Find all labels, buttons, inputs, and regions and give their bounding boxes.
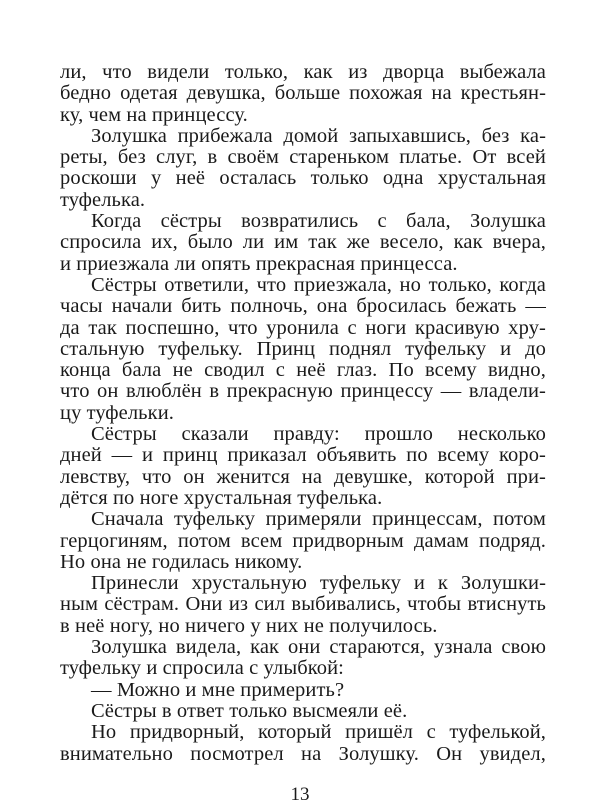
text-line: ным сёстрам. Они из сил выбивались, чтобы втиснуть <box>60 593 546 616</box>
text-line: — Можно и мне примерить? <box>91 678 345 701</box>
text-line: стальную туфельку. Принц поднял туфельку и до <box>60 337 546 360</box>
text-line: Когда сёстры возвратились с бала, Золушка <box>91 210 546 233</box>
text-line: часы начали бить полночь, она бросилась бежать — <box>60 295 546 318</box>
text-line: Сёстры в ответ только высмеяли её. <box>91 699 408 722</box>
text-line: Золушка видела, как они стараются, узнала свою <box>91 636 546 659</box>
text-line: дётся по ноге хрустальная туфелька. <box>60 486 383 509</box>
text-line: левству, что он женится на девушке, которой при- <box>60 465 546 488</box>
text-line: Но она не годилась никому. <box>60 550 303 573</box>
text-line: Золушка прибежала домой запыхавшись, без ка- <box>91 124 546 147</box>
text-line: ли, что видели только, как из дворца выбежала <box>60 61 546 83</box>
text-line: туфелька. <box>60 188 146 211</box>
text-line: что он влюблён в прекрасную принцессу — владели- <box>60 380 546 403</box>
text-line: конца бала не сводил с неё глаз. По всему видно, <box>60 359 546 382</box>
text-line: Сёстры сказали правду: прошло несколько <box>91 423 546 446</box>
text-line: герцогиням, потом всем придворным дамам подряд. <box>60 529 546 552</box>
text-line: и приезжала ли опять прекрасная принцесса. <box>60 252 458 275</box>
text-line: ку, чем на принцессу. <box>60 103 248 126</box>
text-line: внимательно посмотрел на Золушку. Он увидел, <box>60 742 546 765</box>
text-line: Сёстры ответили, что приезжала, но только, когда <box>91 273 546 296</box>
text-line: цу туфельки. <box>60 401 174 424</box>
text-line: бедно одетая девушка, больше похожая на крестьян- <box>60 82 546 105</box>
text-line: реты, без слуг, в своём стареньком платье. От всей <box>60 146 546 169</box>
text-line: Но придворный, который пришёл с туфелькой, <box>91 721 546 744</box>
text-line: туфельку и спросила с улыбкой: <box>60 657 344 680</box>
text-line: в неё ногу, но ничего у них не получилось. <box>60 614 438 637</box>
page-number: 13 <box>290 784 310 805</box>
text-line: спросила их, было ли им так же весело, как вчера, <box>60 231 546 254</box>
text-line: роскоши у неё осталась только одна хрустальная <box>60 167 546 190</box>
book-page-text <box>60 62 546 765</box>
text-line: дней — и принц приказал объявить по всему коро- <box>60 444 546 467</box>
text-line: да так поспешно, что уронила с ноги красивую хру- <box>60 316 546 339</box>
text-line: Принесли хрустальную туфельку и к Золушки- <box>91 572 546 595</box>
text-line: Сначала туфельку примеряли принцессам, потом <box>91 508 546 531</box>
